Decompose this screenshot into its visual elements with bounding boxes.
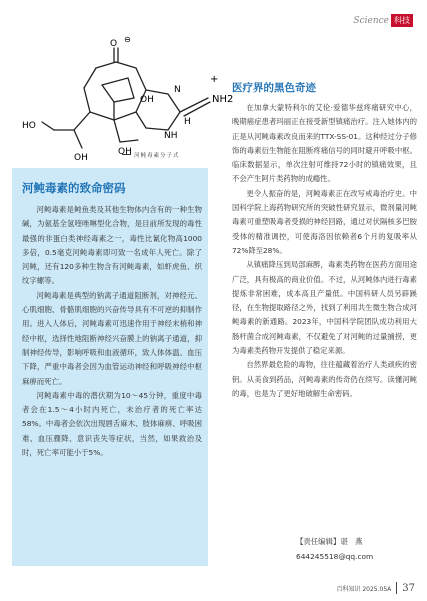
atom-nh2: NH2 <box>212 94 234 105</box>
editor-credit <box>296 535 373 564</box>
article-section-title: 医疗界的黑色奇迹 <box>232 82 316 94</box>
article-paragraph: 从镇痛降压到局部麻醉，毒素类药物在医药方面用途广泛，具有极高的商业价值。不过，从河鲀体内进行毒素提炼非常困难，成本高且产量低。中国科研人员另辟蹊径，在生物提取路径之外，找到了利用共生微生物合成河鲀毒素的新通路。2023年，中国科学院团队成功利用大肠杆菌合成河鲀毒素，不仅避免了对河鲀的过量捕捞，更为毒素类药物开发提供了稳定来源。 <box>232 260 417 356</box>
atom-plus: + <box>210 74 219 85</box>
section-label-cn: 科技 <box>391 14 413 27</box>
sidebar-title: 河鲀毒素的致命密码 <box>22 181 126 195</box>
atom-o-top: O <box>110 39 118 49</box>
sidebar-paragraph: 河鲀毒素是典型的钠离子通道阻断剂，对神经元、心肌细胞、骨骼肌细胞的兴奋传导具有不可逆的抑制作用。进入人体后，河鲀毒素可迅速作用于神经末梢和神经中枢，选择性地阻断神经兴奋膜上的钠离子通道，抑制神经传导，影响呼吸和血液循环，致人体体温、血压下降，严重中毒者会因为血管运动神经和呼吸神经中枢麻痹而死亡。 <box>22 290 202 386</box>
magazine-issue: 百科知识 2025.05A <box>336 585 392 593</box>
section-header <box>353 14 413 27</box>
atom-h: H <box>184 117 191 127</box>
article-body <box>232 101 417 401</box>
page-footer <box>336 582 415 594</box>
atom-oh-mid: OH <box>118 147 132 157</box>
molecule-caption: 河鲀毒素分子式 <box>134 153 180 159</box>
atom-n: N <box>174 85 181 95</box>
atom-ho-left: HO <box>22 121 36 131</box>
section-label-en: Science <box>353 15 389 26</box>
sidebar-paragraph: 河鲀毒素中毒的潜伏期为10～45分钟，重度中毒者会在1.5～4小时内死亡，未治疗者的死亡率达58%。中毒者会依次出现唇舌麻木、肢体麻痹、呼吸困难、血压骤降、意识丧失等症状，当然，如果救治及时，死亡率可能小于5%。 <box>22 390 202 458</box>
footer-divider <box>396 582 397 594</box>
atom-oh-low: OH <box>74 153 88 163</box>
editor-email: 644245518@qq.com <box>296 552 374 561</box>
article-paragraph: 在加拿大蒙特利尔的艾伦·爱德华兹疼痛研究中心，晚期癌症患者玛丽正在接受新型镇痛治疗。注入她体内的正是从河鲀毒素改良而来的TTX-SS-01。这种经过分子修饰的毒素衍生物能在阻断疼痛信号的同时避开呼吸中枢。临床数据显示，单次注射可维持72小时的镇痛效果，且不会产生阿片类药物的成瘾性。 <box>232 103 417 184</box>
article-paragraph: 自然界最危险的毒物，往往蕴藏着治疗人类顽疾的密钥。从美食到药品，河鲀毒素的传奇仍在续写。读懂河鲀的毒，也是为了更好地破解生命密码。 <box>232 360 417 398</box>
article-paragraph: 更令人振奋的是，河鲀毒素正在改写戒毒治疗史。中国科学院上海药物研究所的突破性研究显示，微剂量河鲀毒素可重塑吸毒者受损的神经回路，通过对伏隔核多巴胺受体的精准调控，可使海洛因依赖者6个月的复吸率从72%降至28%。 <box>232 188 417 255</box>
sidebar-body <box>22 203 202 460</box>
page-number: 37 <box>402 582 415 594</box>
editor-label: 【责任编辑】谌 燕 <box>296 537 363 546</box>
atom-nh-a: NH <box>164 131 178 141</box>
sidebar-paragraph: 河鲀毒素是鲀鱼类及其他生物体内含有的一种生物碱，为氨基全氢喹唑啉型化合物，是目前所发现的毒性最强的非蛋白类神经毒素之一，毒性比氰化物高1000多倍，0.5毫克河鲀毒素即可致一名成年人死亡。除了河鲀，还有120多种生物含有河鲀毒素，如虾虎鱼、织纹字螺等。 <box>22 205 202 286</box>
atom-charge: ⊖ <box>124 35 131 44</box>
tetrodotoxin-structure <box>18 30 243 170</box>
atom-oh-right: OH <box>140 95 154 105</box>
